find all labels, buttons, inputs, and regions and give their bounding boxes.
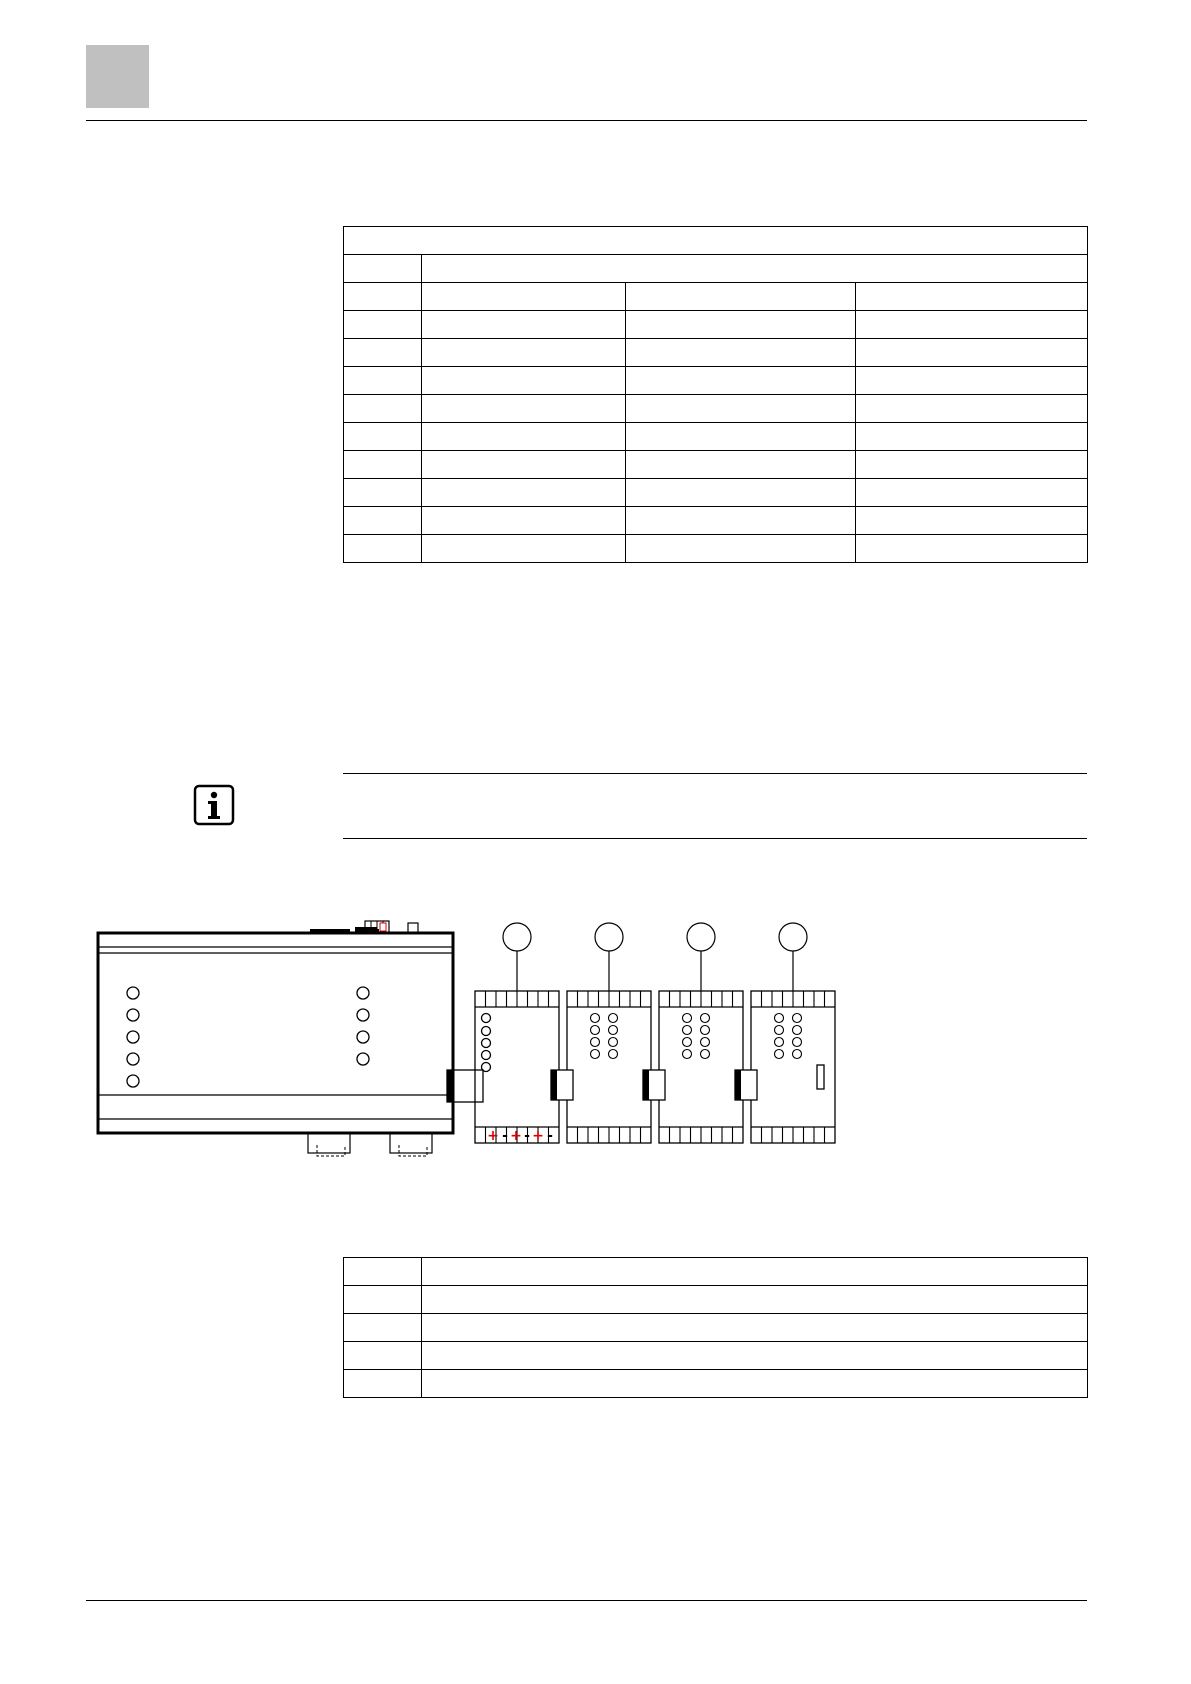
module-1 — [475, 991, 559, 1143]
table-cell — [344, 311, 422, 339]
table-cell — [422, 339, 626, 367]
table-cell — [856, 507, 1088, 535]
table-cell — [422, 423, 626, 451]
legend-key — [344, 1342, 422, 1370]
note-top-rule — [343, 773, 1087, 774]
status-led — [793, 1038, 802, 1047]
table-row — [344, 479, 1088, 507]
table-cell — [422, 311, 626, 339]
status-led — [793, 1050, 802, 1059]
base-unit — [98, 921, 483, 1156]
status-led — [591, 1026, 600, 1035]
legend-value — [422, 1258, 1088, 1286]
status-led — [775, 1038, 784, 1047]
legend-value — [422, 1342, 1088, 1370]
table-row — [344, 339, 1088, 367]
table-cell — [344, 255, 422, 283]
table-row — [344, 227, 1088, 255]
table-row — [344, 395, 1088, 423]
header-rule — [86, 120, 1087, 121]
table-cell — [856, 311, 1088, 339]
status-led — [683, 1014, 692, 1023]
legend-value — [422, 1314, 1088, 1342]
table-row — [344, 535, 1088, 563]
table-cell — [856, 479, 1088, 507]
table-cell — [422, 479, 626, 507]
table-cell — [856, 283, 1088, 311]
status-led — [701, 1026, 710, 1035]
table-cell — [344, 227, 1088, 255]
table-cell — [626, 367, 856, 395]
legend-key — [344, 1370, 422, 1398]
table-cell — [856, 395, 1088, 423]
table-cell — [626, 283, 856, 311]
table-cell — [626, 395, 856, 423]
status-led — [591, 1050, 600, 1059]
table-cell — [626, 339, 856, 367]
device-diagram — [95, 915, 845, 1165]
status-led — [683, 1026, 692, 1035]
terminal-mark: - — [524, 1128, 530, 1144]
callout-3 — [687, 923, 715, 951]
status-led — [701, 1050, 710, 1059]
table-cell — [422, 283, 626, 311]
terminal-mark: - — [502, 1128, 508, 1144]
status-led — [609, 1014, 618, 1023]
legend-value — [422, 1370, 1088, 1398]
table-row — [344, 367, 1088, 395]
table-cell — [856, 423, 1088, 451]
table-cell — [344, 339, 422, 367]
table-cell — [626, 423, 856, 451]
table-cell — [422, 507, 626, 535]
legend-key — [344, 1286, 422, 1314]
table-cell — [422, 395, 626, 423]
status-led — [793, 1014, 802, 1023]
spec-table — [343, 226, 1088, 563]
status-led — [591, 1038, 600, 1047]
module-details — [486, 991, 825, 1143]
table-row — [344, 451, 1088, 479]
footer-rule — [86, 1600, 1087, 1601]
table-cell — [626, 311, 856, 339]
legend-table — [343, 1257, 1088, 1398]
table-row — [344, 255, 1088, 283]
table-cell — [856, 339, 1088, 367]
status-led — [775, 1014, 784, 1023]
table-cell — [856, 535, 1088, 563]
table-cell — [422, 535, 626, 563]
module-2 — [551, 991, 651, 1143]
table-cell — [344, 479, 422, 507]
table-cell — [626, 535, 856, 563]
table-row — [344, 507, 1088, 535]
callouts — [503, 923, 807, 991]
table-cell — [344, 507, 422, 535]
legend-key — [344, 1314, 422, 1342]
info-icon — [193, 784, 235, 826]
status-led — [775, 1050, 784, 1059]
chapter-marker — [86, 45, 149, 108]
table-cell — [626, 479, 856, 507]
callout-1 — [503, 923, 531, 951]
legend-value — [422, 1286, 1088, 1314]
table-row — [344, 423, 1088, 451]
table-cell — [344, 423, 422, 451]
table-cell — [344, 451, 422, 479]
status-led — [609, 1026, 618, 1035]
module-3 — [643, 991, 743, 1143]
table-cell — [422, 255, 1088, 283]
table-row — [344, 283, 1088, 311]
status-led — [591, 1014, 600, 1023]
table-row — [344, 311, 1088, 339]
status-led — [609, 1038, 618, 1047]
status-led — [609, 1050, 618, 1059]
terminal-mark: + — [510, 1128, 522, 1144]
table-cell — [626, 507, 856, 535]
table-cell — [856, 367, 1088, 395]
table-cell — [344, 283, 422, 311]
table-row — [344, 1258, 1088, 1286]
table-row — [344, 1370, 1088, 1398]
terminal-marks — [487, 1128, 553, 1144]
status-led — [683, 1050, 692, 1059]
status-led — [701, 1014, 710, 1023]
status-led — [775, 1026, 784, 1035]
table-row — [344, 1342, 1088, 1370]
terminal-mark: + — [487, 1128, 499, 1144]
terminal-mark: - — [547, 1128, 553, 1144]
status-led — [793, 1026, 802, 1035]
callout-4 — [779, 923, 807, 951]
table-cell — [626, 451, 856, 479]
table-cell — [344, 395, 422, 423]
table-row — [344, 1314, 1088, 1342]
note-bottom-rule — [343, 838, 1087, 839]
legend-key — [344, 1258, 422, 1286]
table-row — [344, 1286, 1088, 1314]
callout-2 — [595, 923, 623, 951]
table-cell — [344, 535, 422, 563]
terminal-mark: + — [532, 1128, 544, 1144]
table-cell — [344, 367, 422, 395]
status-led — [683, 1038, 692, 1047]
module-4 — [735, 991, 835, 1143]
table-cell — [422, 367, 626, 395]
status-led — [701, 1038, 710, 1047]
table-cell — [856, 451, 1088, 479]
table-cell — [422, 451, 626, 479]
